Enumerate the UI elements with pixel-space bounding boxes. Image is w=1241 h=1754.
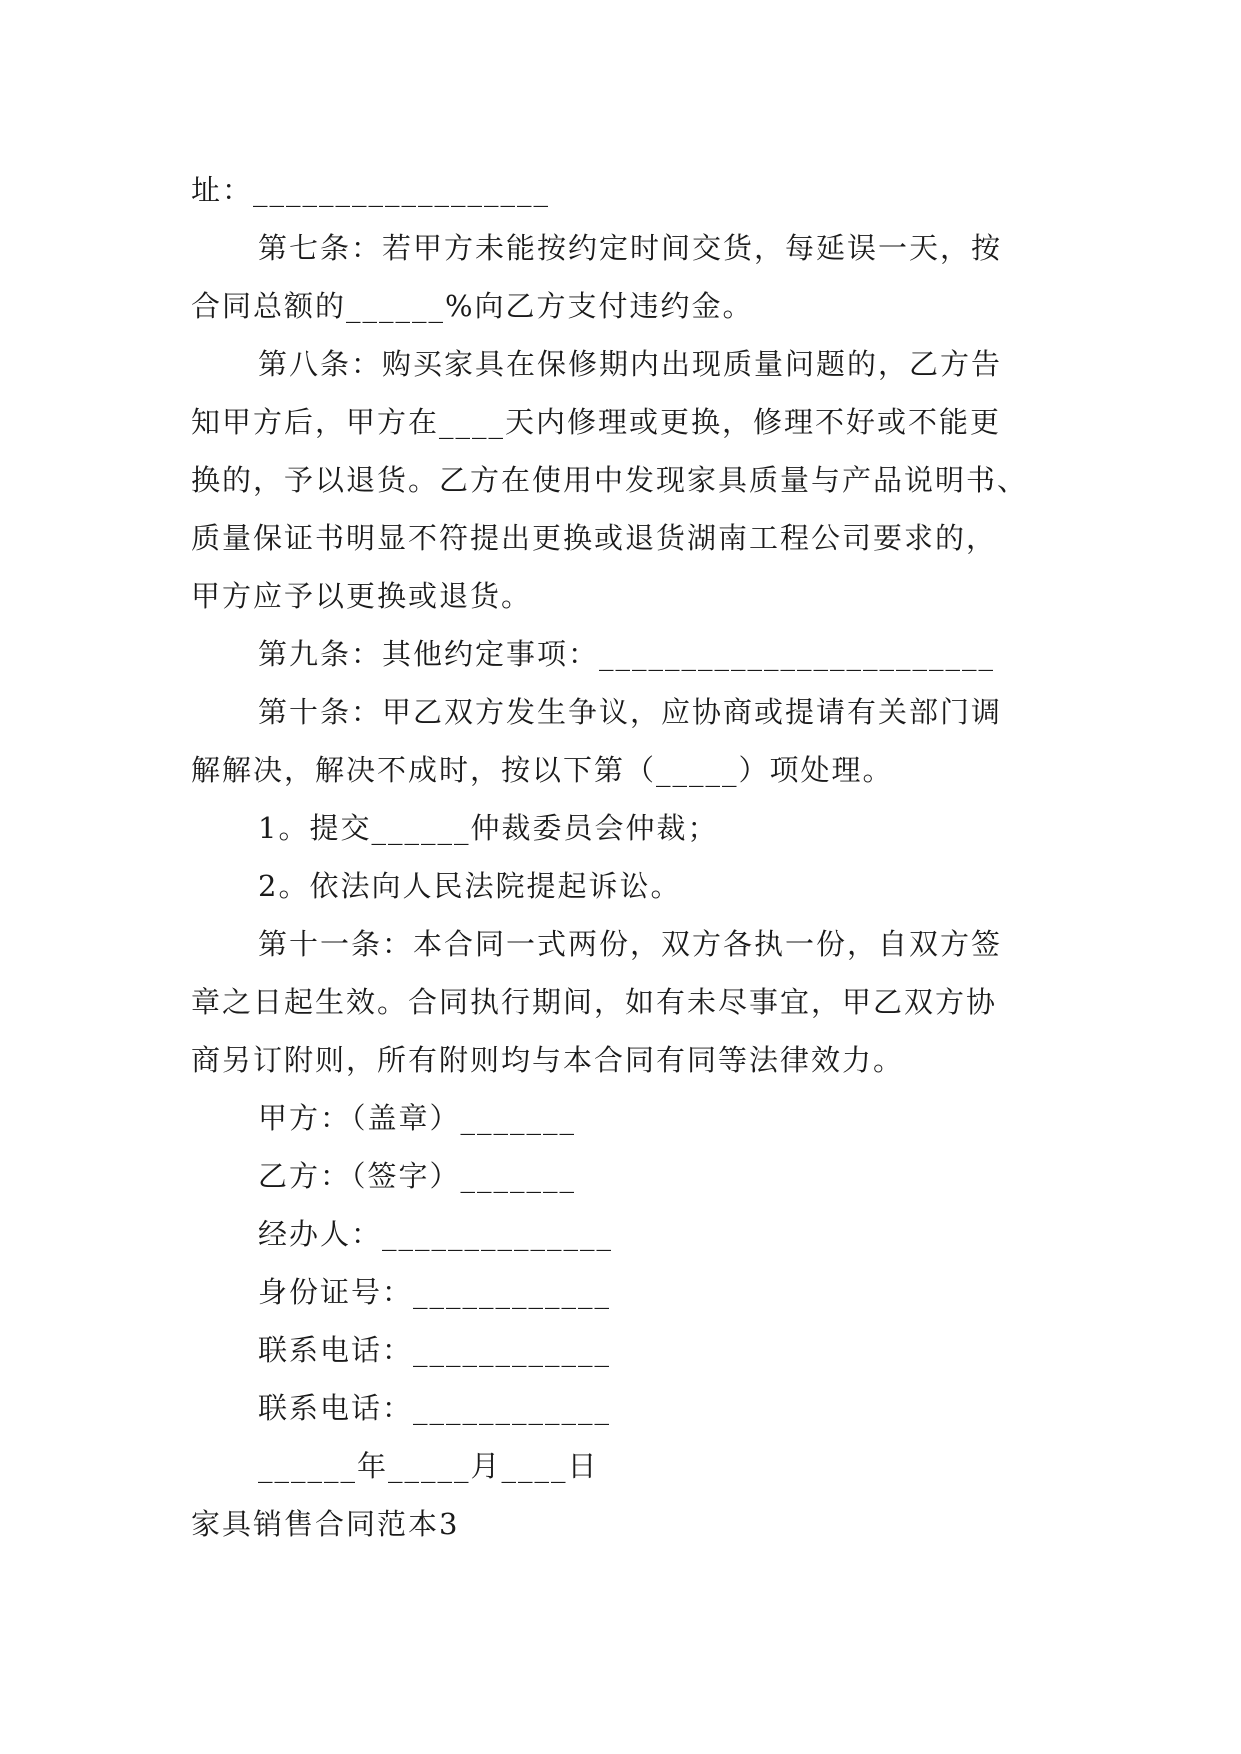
article-11-line-3: 商另订附则，所有附则均与本合同有同等法律效力。	[191, 1043, 905, 1077]
party-a-seal-line: 甲方：（盖章）_______	[258, 1101, 577, 1135]
article-8-line-3: 换的，予以退货。乙方在使用中发现家具质量与产品说明书、	[191, 463, 1029, 497]
article-9-line: 第九条：其他约定事项：________________________	[258, 637, 996, 671]
article-10-line-2: 解解决，解决不成时，按以下第（_____）项处理。	[191, 753, 894, 787]
date-line: ______年_____月____日	[258, 1449, 599, 1483]
article-7-line-1: 第七条：若甲方未能按约定时间交货，每延误一天，按	[258, 231, 1003, 265]
article-8-line-4: 质量保证书明显不符提出更换或退货湖南工程公司要求的，	[191, 521, 998, 555]
phone-line-1: 联系电话：____________	[258, 1333, 612, 1367]
article-11-line-1: 第十一条：本合同一式两份，双方各执一份，自双方签	[258, 927, 1003, 961]
next-section-title: 家具销售合同范本3	[191, 1507, 460, 1541]
option-1-line: 1。提交______仲裁委员会仲裁；	[258, 811, 719, 845]
article-8-line-5: 甲方应予以更换或退货。	[191, 579, 533, 613]
article-10-line-1: 第十条：甲乙双方发生争议，应协商或提请有关部门调	[258, 695, 1003, 729]
party-b-sign-line: 乙方：（签字）_______	[258, 1159, 577, 1193]
article-8-line-1: 第八条：购买家具在保修期内出现质量问题的，乙方告	[258, 347, 1003, 381]
phone-line-2: 联系电话：____________	[258, 1391, 612, 1425]
address-line: 址：__________________	[191, 173, 551, 207]
handler-line: 经办人：______________	[258, 1217, 614, 1251]
option-2-line: 2。依法向人民法院提起诉讼。	[258, 869, 682, 903]
id-number-line: 身份证号：____________	[258, 1275, 612, 1309]
article-11-line-2: 章之日起生效。合同执行期间，如有未尽事宜，甲乙双方协	[191, 985, 998, 1019]
article-8-line-2: 知甲方后，甲方在____天内修理或更换，修理不好或不能更	[191, 405, 1002, 439]
article-7-line-2: 合同总额的______%向乙方支付违约金。	[191, 289, 754, 323]
